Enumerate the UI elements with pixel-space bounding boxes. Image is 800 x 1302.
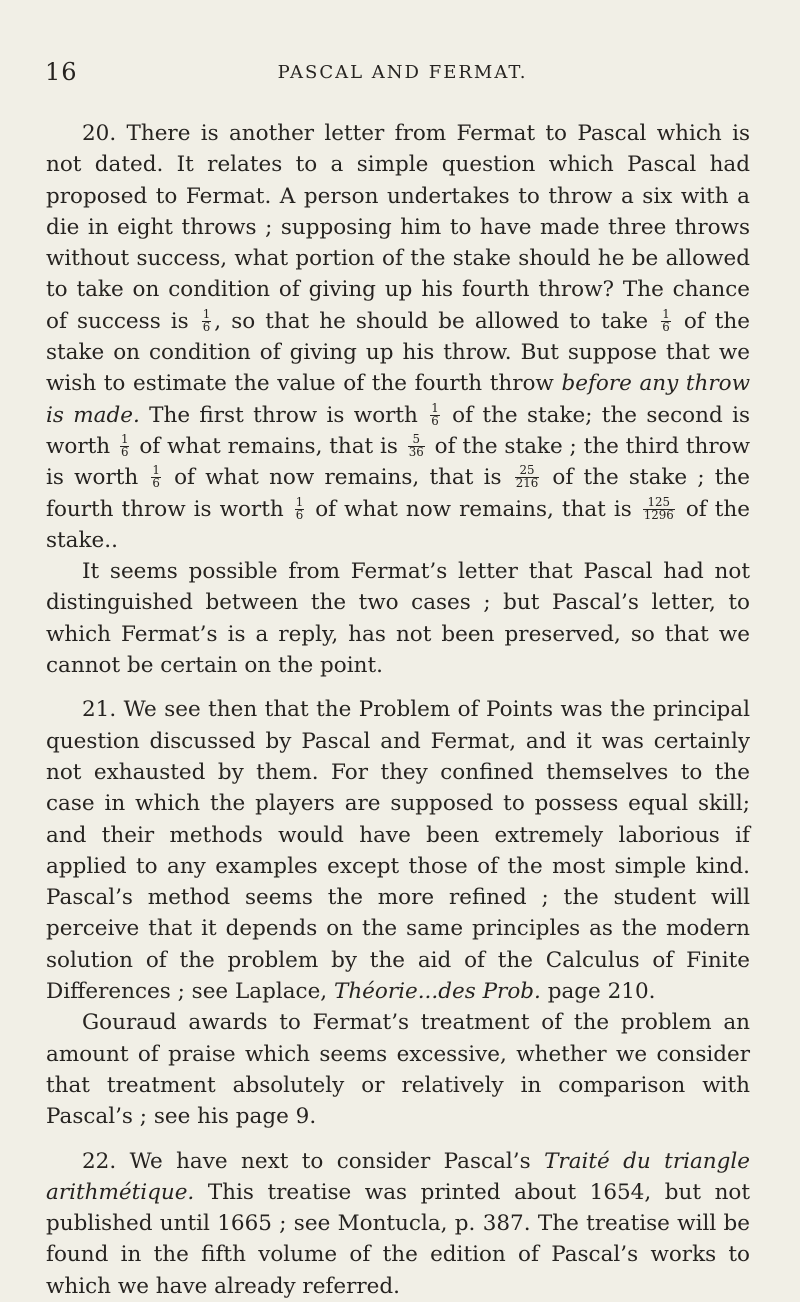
fraction-denominator: 6 [120,444,129,459]
fraction-denominator: 6 [295,507,304,522]
fraction-numerator: 1 [662,306,670,321]
paragraph-21 [46,694,750,1007]
fraction [120,434,130,459]
fraction-numerator: 1 [295,494,304,509]
italic-run: before any throw is made. [46,371,751,428]
fraction-denominator: 6 [202,319,211,334]
paragraph-20 [46,118,750,556]
fraction [295,494,305,522]
fraction-numerator: 5 [408,434,425,447]
text-run: 21. We see then that the Problem of Points was the principal question discussed by Pascal and Fermat, and it was certainly not exhausted by them. For they confined themselves to the case in which the players are supposed to possess equal skill; and their methods would have been extremely laborious if applied to any examples except those of the most simple kind. Pascal’s method seems the more refined ; the student will perceive that it depends on the same principles as the modern solution of the problem by the aid of the Calculus of Finite Differences ; see Laplace, [46,697,750,1005]
page-header [45,58,760,92]
fraction-numerator: 125 [643,497,675,510]
italic-run: Traité du triangle arithmétique. [46,1148,751,1205]
fraction-denominator: 1296 [643,507,674,522]
running-head: PASCAL AND FERMAT. [277,62,528,83]
text-run: , so that he should be allowed to take [214,308,649,334]
fraction [151,465,161,490]
paragraph-22 [46,1146,750,1302]
fraction-numerator: 25 [515,465,540,478]
text-run: page 210. [547,979,656,1005]
text-run: The first throw is worth [149,402,418,428]
fraction-numerator: 1 [120,432,129,447]
text-run: of the stake on condition of giving up his throw. But suppose that we wish to estimate the value of the fourth throw [46,308,751,397]
fraction-numerator: 1 [202,306,211,321]
fraction-denominator: 216 [515,476,539,491]
text-run: 22. We have next to consider Pascal’s [82,1148,531,1174]
paragraph-21-continued: Gouraud awards to Fermat’s treatment of the problem an amount of praise which seems excessive, whether we consider that treatment absolutely or relatively in comparison with Pascal’s ; see his page 9. [46,1010,750,1130]
text-run: of what now remains, that is [174,465,502,491]
paragraph-20-continued: It seems possible from Fermat’s letter that Pascal had not distinguished between the two cases ; but Pascal’s letter, to which Fermat’s is a reply, has not been preserved, so that we cannot be certain on the point. [46,559,750,679]
text-run: of the stake ; the third throw is worth [46,433,750,491]
fraction [661,306,671,334]
fraction-denominator: 6 [431,413,439,428]
text-run: of the stake.. [46,496,750,553]
fraction [408,434,425,459]
fraction [202,306,212,334]
fraction [430,400,440,428]
fraction-denominator: 36 [408,444,424,459]
page-body [46,118,750,1302]
text-run: 20. There is another letter from Fermat to Pascal which is not dated. It relates to a simple question which Pascal had proposed to Fermat. A person undertakes to throw a six with a die in eight throws ; supposing him to have made three throws without success, what portion of the stake should he be allowed to take on condition of giving up his fourth throw? The chance of success is [46,121,750,334]
fraction-numerator: 1 [152,463,160,478]
italic-run: Théorie...des Prob. [333,979,541,1005]
fraction [643,494,675,522]
fraction-numerator: 1 [431,400,439,415]
text-run: of what remains, that is [139,433,398,459]
text-run: of what now remains, that is [315,496,632,522]
fraction [515,465,540,490]
fraction-denominator: 6 [662,319,670,334]
fraction-denominator: 6 [152,476,160,491]
page-number: 16 [45,58,78,86]
text-run: of the stake ; the fourth throw is worth [46,465,750,522]
text-run: of the stake; the second is worth [46,402,750,459]
text-run: This treatise was printed about 1654, but not published until 1665 ; see Montucla, p. 387. The treatise will be found in the fifth volume of the edition of Pascal’s works to which we have already referred. [46,1179,750,1299]
